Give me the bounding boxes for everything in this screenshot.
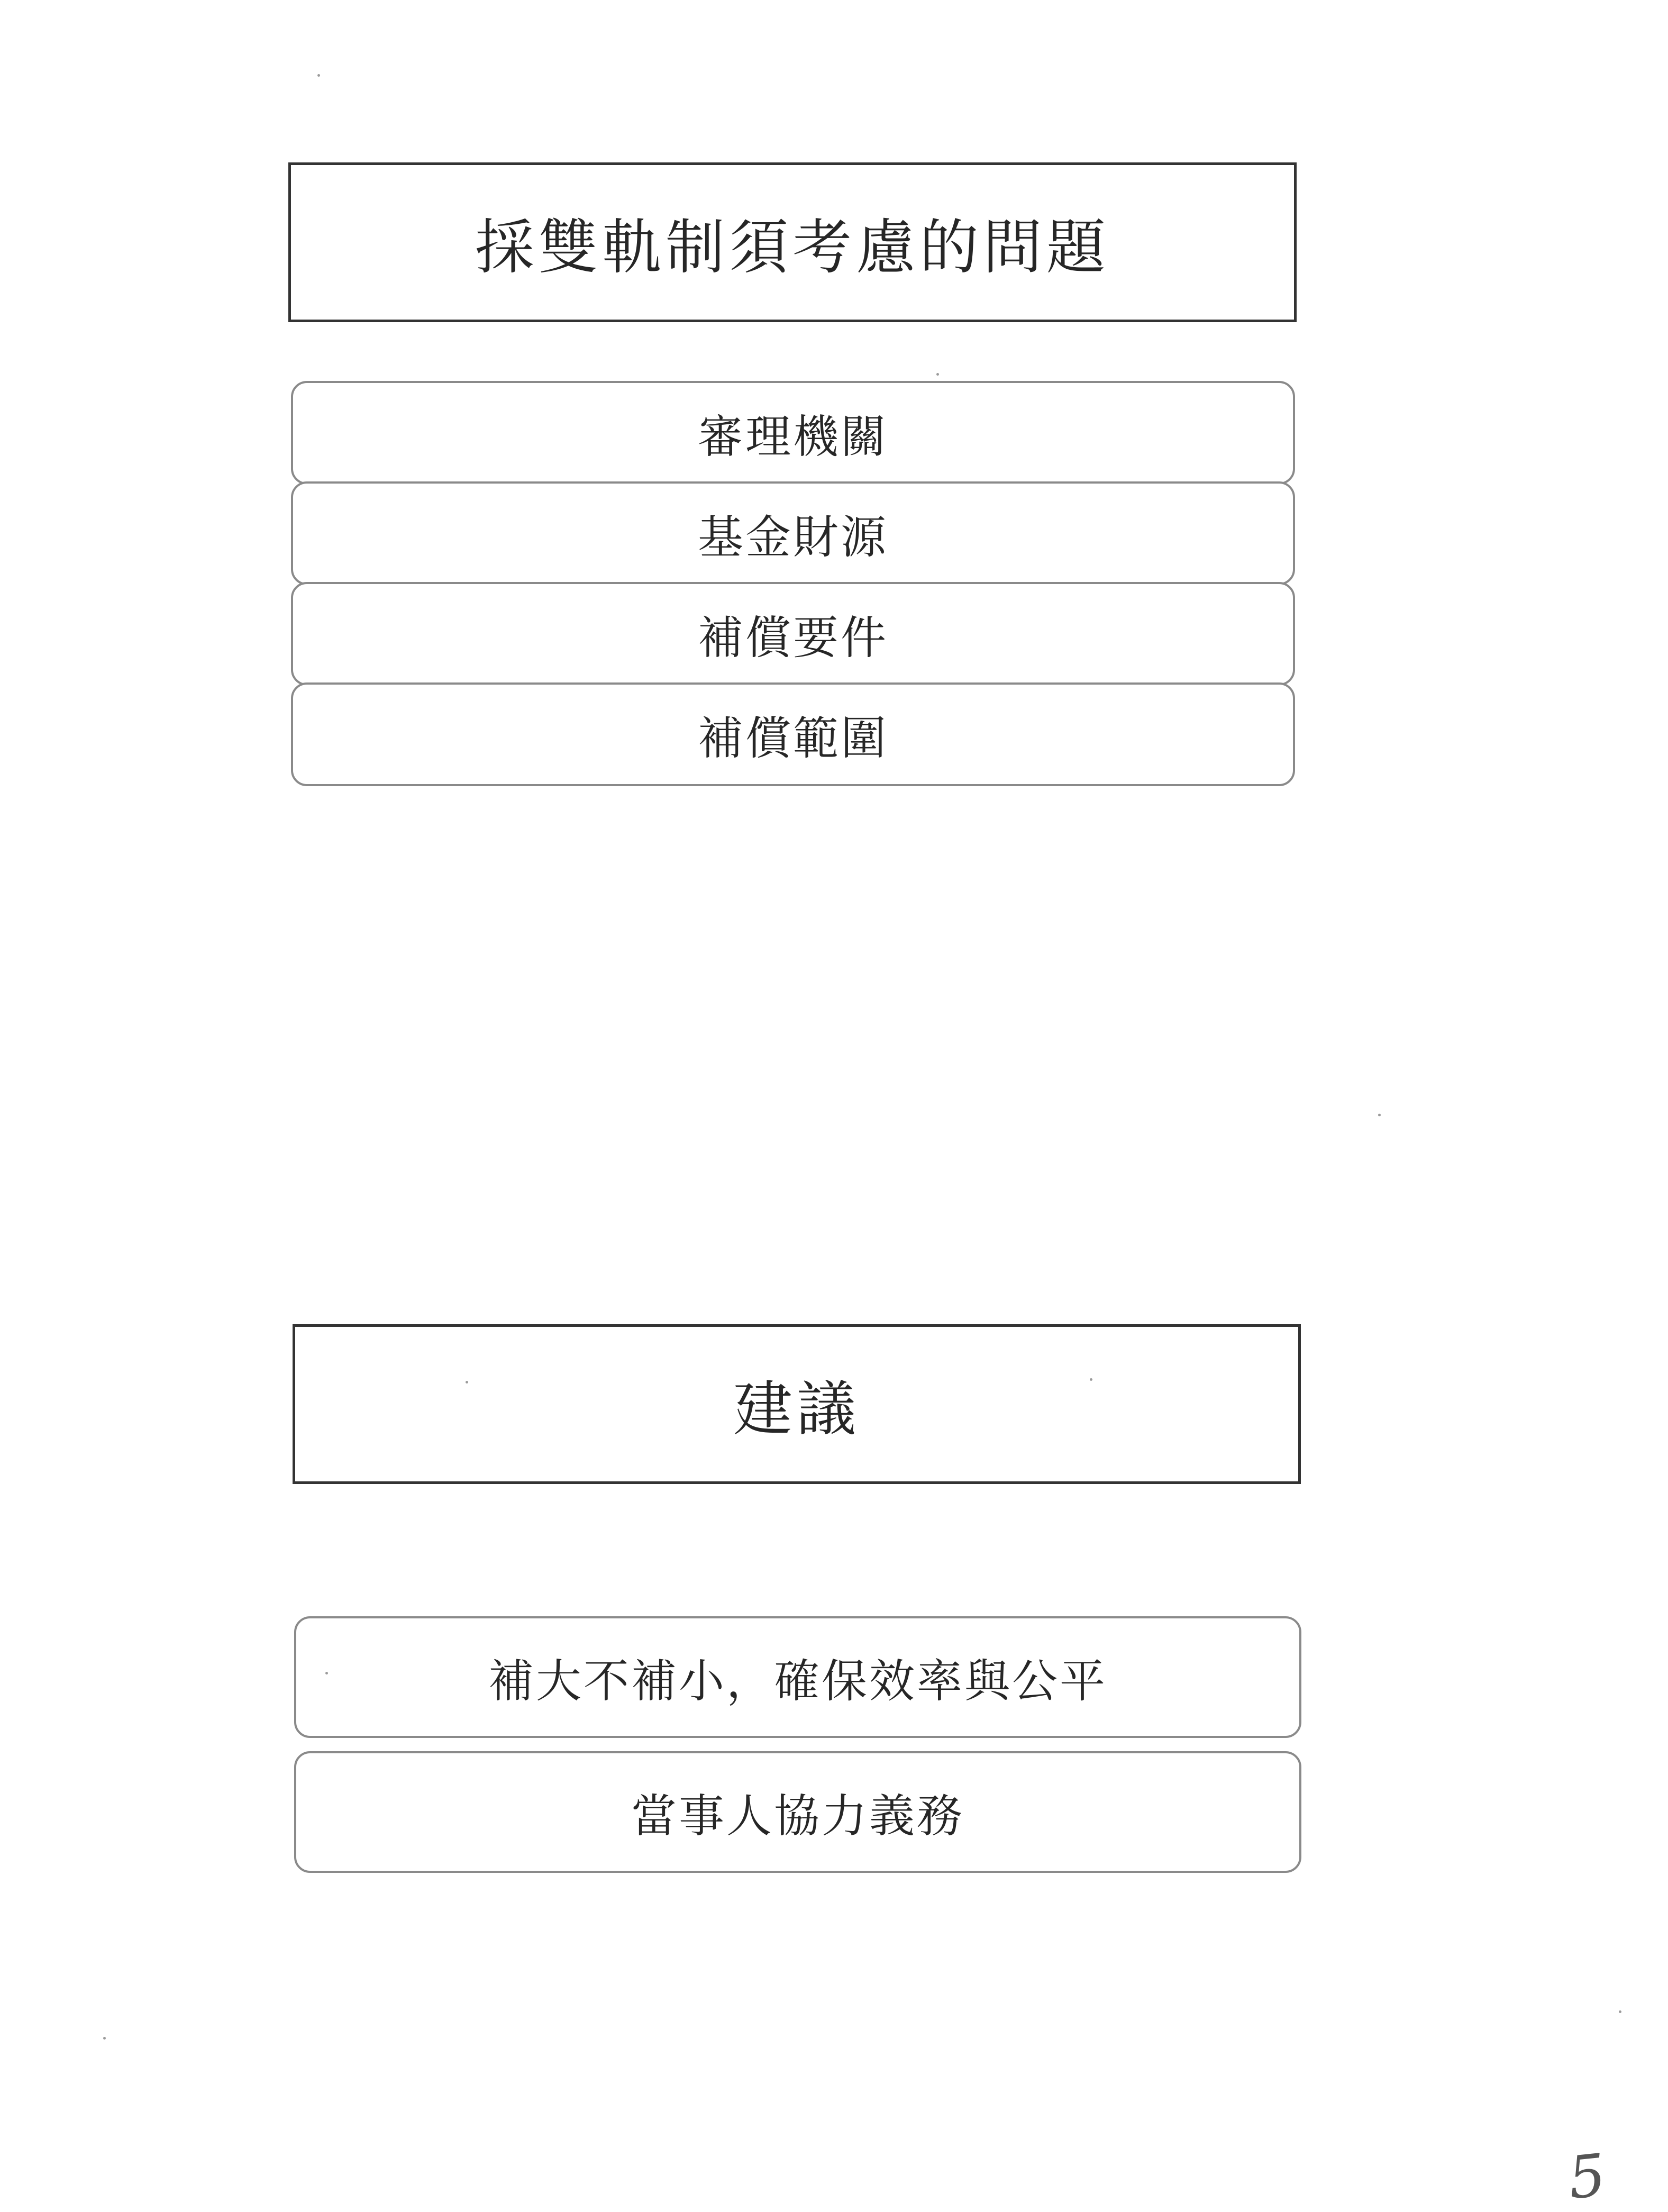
scan-speck <box>936 373 939 376</box>
list-item <box>291 582 1295 686</box>
section-heading: 建議 <box>733 1374 860 1444</box>
section-heading: 採雙軌制須考慮的問題 <box>475 213 1110 282</box>
list-item-label: 基金財源 <box>698 511 888 564</box>
scan-speck <box>1619 2010 1621 2013</box>
page-number: 5 <box>1565 2141 1609 2212</box>
scan-speck <box>1090 1378 1092 1381</box>
section-heading-box <box>288 162 1297 322</box>
scan-speck <box>103 2037 106 2040</box>
list-item <box>291 381 1295 485</box>
list-item <box>291 682 1295 786</box>
list-item <box>291 481 1295 585</box>
list-item <box>294 1751 1301 1873</box>
list-item-label: 補大不補小，確保效率與公平 <box>488 1655 1107 1708</box>
list-item-label: 補償要件 <box>698 612 888 664</box>
list-item <box>294 1616 1301 1738</box>
list-item-label: 補償範圍 <box>698 712 888 765</box>
scan-speck <box>317 74 320 77</box>
scan-speck <box>1378 1114 1381 1116</box>
list-item-label: 當事人協力義務 <box>631 1790 964 1843</box>
scan-speck <box>325 1672 328 1674</box>
scan-speck <box>466 1381 468 1383</box>
list-item-label: 審理機關 <box>698 411 888 463</box>
section-heading-box <box>293 1324 1301 1484</box>
